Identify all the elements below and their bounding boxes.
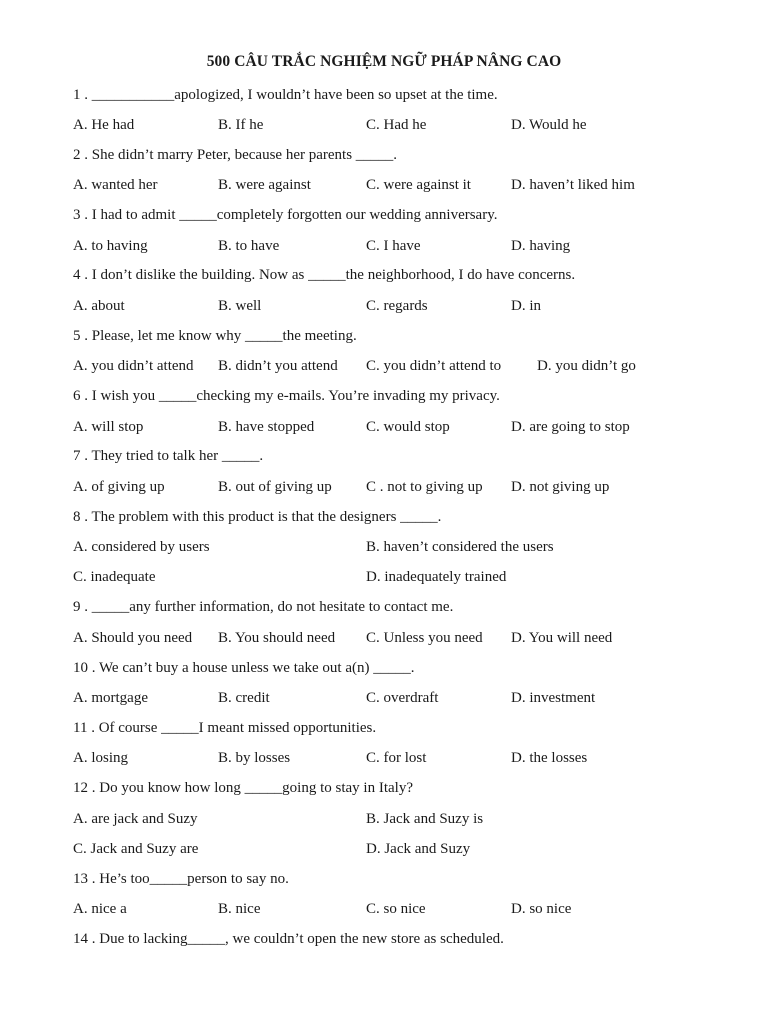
question-7-option-b: B. out of giving up bbox=[218, 479, 332, 495]
question-12-option-d: D. Jack and Suzy bbox=[366, 841, 471, 857]
question-8-text: 8 . The problem with this product is that the designers _____. bbox=[73, 509, 442, 525]
question-2-option-c: C. were against it bbox=[366, 177, 471, 193]
question-8-option-d: D. inadequately trained bbox=[366, 569, 507, 585]
question-7-option-a: A. of giving up bbox=[73, 479, 165, 495]
question-4-text: 4 . I don’t dislike the building. Now as _____the neighborhood, I do have concerns. bbox=[73, 267, 576, 283]
question-6-option-a: A. will stop bbox=[73, 419, 144, 435]
question-9-text: 9 . _____any further information, do not hesitate to contact me. bbox=[73, 599, 454, 615]
question-1-option-d: D. Would he bbox=[511, 117, 587, 133]
question-11-option-d: D. the losses bbox=[511, 750, 588, 766]
question-6-option-d: D. are going to stop bbox=[511, 419, 630, 435]
question-11-text: 11 . Of course _____I meant missed opportunities. bbox=[73, 720, 377, 736]
question-12-option-b: B. Jack and Suzy is bbox=[366, 811, 484, 827]
question-6-option-c: C. would stop bbox=[366, 419, 450, 435]
question-3-option-b: B. to have bbox=[218, 238, 280, 254]
question-1-option-c: C. Had he bbox=[366, 117, 427, 133]
question-12-option-c: C. Jack and Suzy are bbox=[73, 841, 199, 857]
question-9-option-a: A. Should you need bbox=[73, 630, 193, 646]
question-13-text: 13 . He’s too_____person to say no. bbox=[73, 871, 289, 887]
question-4-option-d: D. in bbox=[511, 298, 541, 314]
question-8-option-a: A. considered by users bbox=[73, 539, 210, 555]
question-10-option-d: D. investment bbox=[511, 690, 596, 706]
question-9-option-c: C. Unless you need bbox=[366, 630, 483, 646]
question-11-option-c: C. for lost bbox=[366, 750, 427, 766]
question-3-option-a: A. to having bbox=[73, 238, 148, 254]
question-13-option-a: A. nice a bbox=[73, 901, 127, 917]
question-1-option-a: A. He had bbox=[73, 117, 135, 133]
question-4-option-b: B. well bbox=[218, 298, 262, 314]
question-1-text: 1 . ___________apologized, I wouldn’t have been so upset at the time. bbox=[73, 87, 498, 103]
question-11-option-a: A. losing bbox=[73, 750, 129, 766]
question-2-option-a: A. wanted her bbox=[73, 177, 158, 193]
question-12-text: 12 . Do you know how long _____going to stay in Italy? bbox=[73, 780, 413, 796]
question-9-option-d: D. You will need bbox=[511, 630, 613, 646]
question-10-option-c: C. overdraft bbox=[366, 690, 439, 706]
question-13-option-b: B. nice bbox=[218, 901, 261, 917]
question-11-option-b: B. by losses bbox=[218, 750, 291, 766]
document-title: 500 CÂU TRẮC NGHIỆM NGỮ PHÁP NÂNG CAO bbox=[206, 53, 562, 70]
question-5-option-a: A. you didn’t attend bbox=[73, 358, 194, 374]
question-8-option-b: B. haven’t considered the users bbox=[366, 539, 554, 555]
question-2-option-d: D. haven’t liked him bbox=[511, 177, 635, 193]
question-8-option-c: C. inadequate bbox=[73, 569, 156, 585]
question-14-text: 14 . Due to lacking_____, we couldn’t open the new store as scheduled. bbox=[73, 931, 504, 947]
question-4-option-a: A. about bbox=[73, 298, 125, 314]
question-3-option-c: C. I have bbox=[366, 238, 421, 254]
question-1-option-b: B. If he bbox=[218, 117, 264, 133]
question-10-text: 10 . We can’t buy a house unless we take out a(n) _____. bbox=[73, 660, 415, 676]
question-5-option-b: B. didn’t you attend bbox=[218, 358, 338, 374]
question-3-option-d: D. having bbox=[511, 238, 571, 254]
question-13-option-d: D. so nice bbox=[511, 901, 572, 917]
question-3-text: 3 . I had to admit _____completely forgotten our wedding anniversary. bbox=[73, 207, 498, 223]
question-7-text: 7 . They tried to talk her _____. bbox=[73, 448, 264, 464]
question-2-option-b: B. were against bbox=[218, 177, 311, 193]
question-10-option-b: B. credit bbox=[218, 690, 270, 706]
question-5-text: 5 . Please, let me know why _____the meeting. bbox=[73, 328, 357, 344]
question-13-option-c: C. so nice bbox=[366, 901, 426, 917]
question-7-option-c: C . not to giving up bbox=[366, 479, 483, 495]
question-6-text: 6 . I wish you _____checking my e-mails. You’re invading my privacy. bbox=[73, 388, 500, 404]
question-10-option-a: A. mortgage bbox=[73, 690, 148, 706]
question-5-option-c: C. you didn’t attend to bbox=[366, 358, 502, 374]
question-9-option-b: B. You should need bbox=[218, 630, 336, 646]
question-7-option-d: D. not giving up bbox=[511, 479, 610, 495]
question-4-option-c: C. regards bbox=[366, 298, 428, 314]
question-6-option-b: B. have stopped bbox=[218, 419, 315, 435]
question-2-text: 2 . She didn’t marry Peter, because her parents _____. bbox=[73, 147, 398, 163]
question-12-option-a: A. are jack and Suzy bbox=[73, 811, 198, 827]
question-5-option-d: D. you didn’t go bbox=[537, 358, 636, 374]
